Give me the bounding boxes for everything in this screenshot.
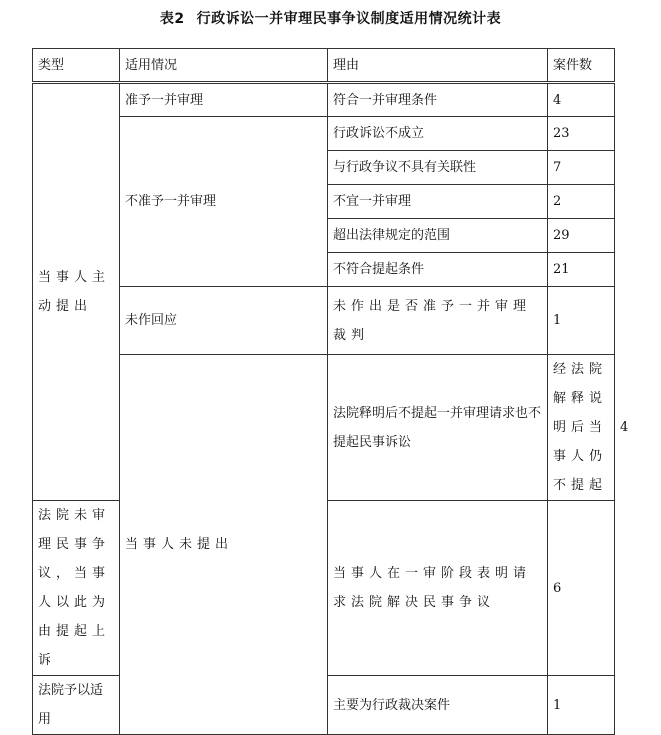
reason-cell: 未作出是否准予一并审理裁判 [328, 287, 548, 355]
situation-no-reply: 未作回应 [120, 287, 328, 355]
reason-cell: 当事人在一审阶段表明请求法院解决民事争议 [328, 501, 548, 676]
reason-cell: 符合一并审理条件 [328, 83, 548, 117]
situation-court-not-review: 法院未审理民事争议，当事人以此为由提起上诉 [33, 501, 120, 676]
table-row: 当事人未提出 法院释明后不提起一并审理请求也不提起民事诉讼 经法院解释说明后当事人仍不提起 4 [33, 355, 615, 501]
table-caption [0, 8, 661, 28]
caption-title: 行政诉讼一并审理民事争议制度适用情况统计表 [196, 11, 502, 27]
reason-cell: 行政诉讼不成立 [328, 117, 548, 151]
statistics-table [32, 48, 629, 735]
reason-cell: 不符合提起条件 [328, 253, 548, 287]
header-type: 类型 [33, 49, 120, 83]
situation-court-explain: 法院释明后不提起一并审理请求也不提起民事诉讼 [328, 355, 548, 501]
table-row [33, 83, 615, 117]
count-cell: 6 [548, 501, 615, 676]
reason-cell: 主要为行政裁决案件 [328, 676, 548, 735]
count-cell: 4 [548, 83, 615, 117]
reason-cell: 经法院解释说明后当事人仍不提起 [548, 355, 615, 501]
header-count: 案件数 [548, 49, 615, 83]
situation-court-apply: 法院予以适用 [33, 676, 120, 735]
reason-cell: 与行政争议不具有关联性 [328, 151, 548, 185]
group-party-active: 当事人主动提出 [33, 83, 120, 501]
table-row [33, 117, 615, 151]
count-cell: 29 [548, 219, 615, 253]
reason-cell: 超出法律规定的范围 [328, 219, 548, 253]
count-cell: 21 [548, 253, 615, 287]
count-cell: 2 [548, 185, 615, 219]
table-header-row [33, 49, 615, 83]
header-situation: 适用情况 [120, 49, 328, 83]
situation-reject: 不准予一并审理 [120, 117, 328, 287]
table-row [33, 287, 615, 355]
situation-approve: 准予一并审理 [120, 83, 328, 117]
count-cell: 1 [548, 676, 615, 735]
header-reason: 理由 [328, 49, 548, 83]
reason-cell: 不宜一并审理 [328, 185, 548, 219]
count-cell: 7 [548, 151, 615, 185]
group-party-not: 当事人未提出 [120, 355, 328, 735]
count-cell: 23 [548, 117, 615, 151]
count-cell: 1 [548, 287, 615, 355]
caption-number: 表2 [159, 11, 185, 27]
